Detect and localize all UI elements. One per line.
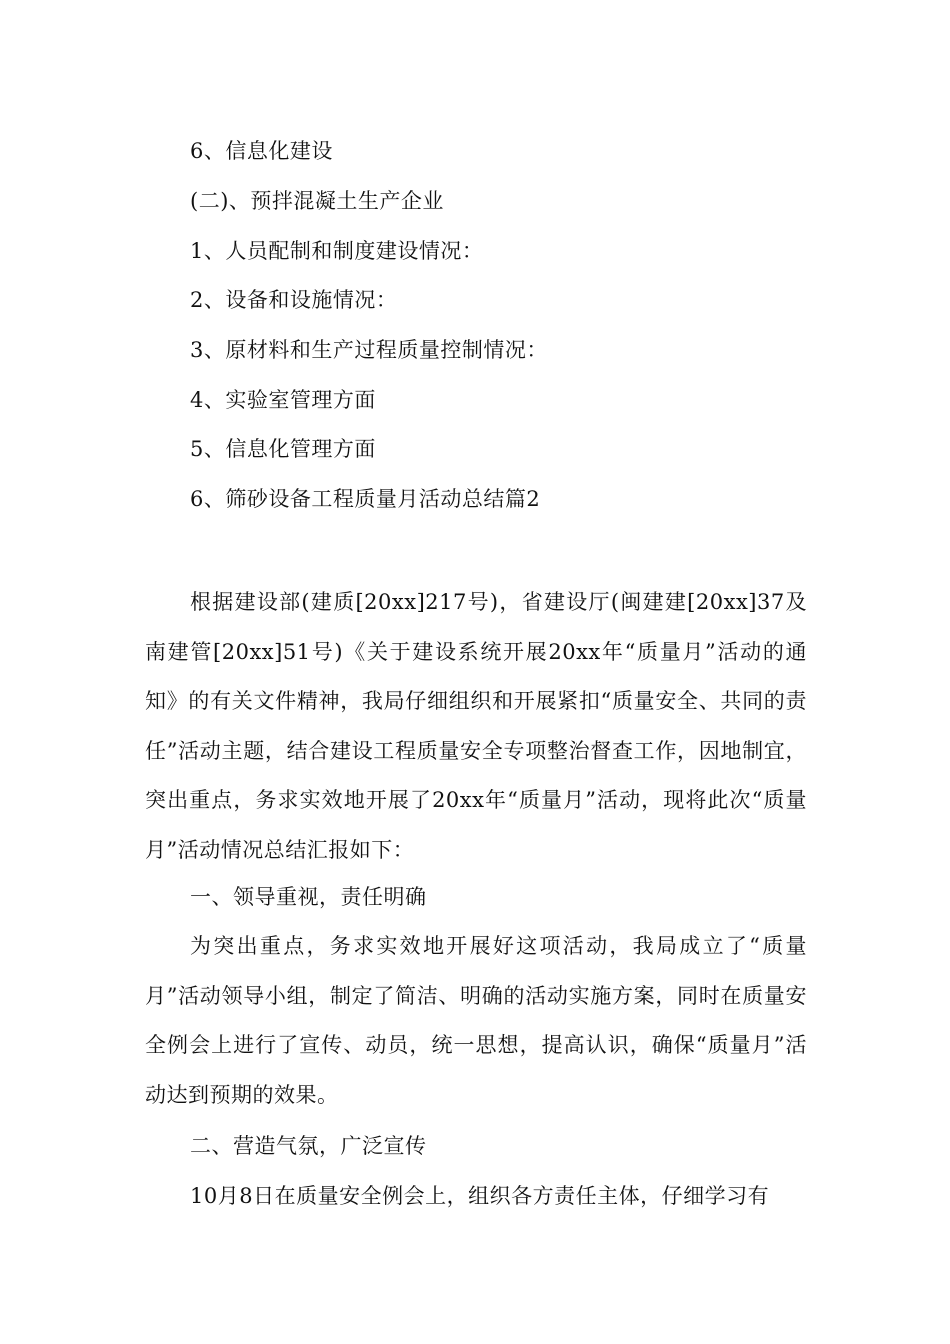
list-item: 2、设备和设施情况： [190,288,398,312]
list-item: 1、人员配制和制度建设情况： [190,239,484,263]
body-paragraph: 为突出重点，务求实效地开展好这项活动，我局成立了“质量月”活动领导小组，制定了简洁、明确的活动实施方案，同时在质量安全例会上进行了宣传、动员，统一思想，提高认识，确保“质量月”活动达到预期的效果。 [145,934,807,1107]
list-item: 5、信息化管理方面 [190,437,376,461]
list-item: 3、原材料和生产过程质量控制情况： [190,338,548,362]
body-paragraph: 10月8日在质量安全例会上，组织各方责任主体，仔细学习有 [190,1184,770,1208]
list-item: 6、信息化建设 [190,139,333,163]
intro-paragraph: 根据建设部(建质[20xx]217号)，省建设厅(闽建建[20xx]37及南建管[20xx]51号)《关于建设系统开展20xx年“质量月”活动的通知》的有关文件精神，我局仔细组织和开展紧扣“质量安全、共同的责任”活动主题，结合建设工程质量安全专项整治督查工作，因地制宜，突出重点，务求实效地开展了20xx年“质量月”活动，现将此次“质量月”活动情况总结汇报如下： [145,590,807,862]
section-heading: 二、营造气氛，广泛宣传 [190,1134,427,1158]
list-item: 4、实验室管理方面 [190,388,376,412]
list-item: (二)、预拌混凝土生产企业 [190,189,444,213]
section-heading: 一、领导重视，责任明确 [190,885,427,909]
list-item: 6、筛砂设备工程质量月活动总结篇2 [190,487,541,511]
